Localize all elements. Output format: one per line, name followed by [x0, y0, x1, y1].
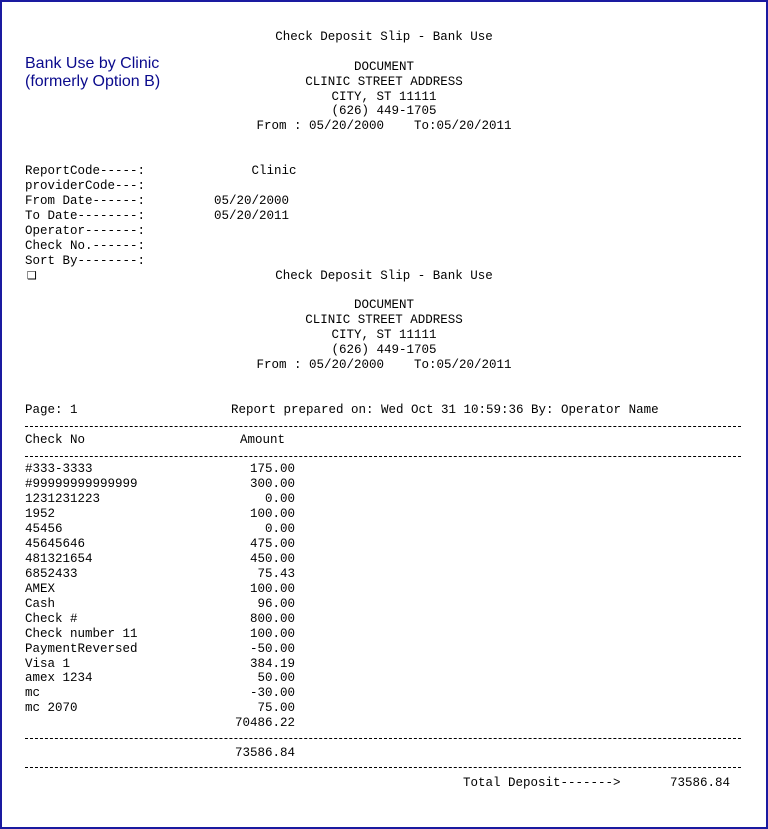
- table-row: [25, 657, 295, 672]
- param-label: Sort By--------:: [25, 254, 146, 268]
- param-label: To Date--------:: [25, 209, 146, 223]
- check-amount: 0.00: [264, 492, 295, 506]
- check-amount: 50.00: [257, 671, 295, 685]
- check-amount: 175.00: [249, 462, 295, 476]
- box-icon: ❑: [27, 269, 37, 282]
- clinic-phone: (626) 449-1705: [331, 104, 437, 118]
- check-number: 1952: [25, 507, 56, 521]
- subtotal-row: [25, 746, 295, 761]
- column-header-check-no: Check No: [25, 433, 86, 447]
- prepared-info: Report prepared on: Wed Oct 31 10:59:36 By: Operator Name: [231, 403, 659, 417]
- check-amount: 800.00: [249, 612, 295, 626]
- check-number: mc: [25, 686, 41, 700]
- table-row: [25, 462, 295, 477]
- report-title: Check Deposit Slip - Bank Use: [275, 30, 493, 44]
- param-value: 05/20/2011: [214, 209, 290, 223]
- check-number: Cash: [25, 597, 56, 611]
- table-row: [25, 552, 295, 567]
- clinic-city: CITY, ST 11111: [331, 90, 437, 104]
- table-row: [25, 477, 295, 492]
- check-amount: 450.00: [249, 552, 295, 566]
- divider: [25, 456, 741, 457]
- check-amount: 300.00: [249, 477, 295, 491]
- table-row: [25, 582, 295, 597]
- check-number: AMEX: [25, 582, 56, 596]
- check-amount: 75.00: [257, 701, 295, 715]
- clinic-name: DOCUMENT: [353, 60, 414, 74]
- check-number: Check number 11: [25, 627, 138, 641]
- subtotal-amount: 73586.84: [234, 746, 295, 760]
- param-value: 05/20/2000: [214, 194, 290, 208]
- check-number: #99999999999999: [25, 477, 138, 491]
- check-amount: -50.00: [249, 642, 295, 656]
- check-amount: 75.43: [257, 567, 295, 581]
- param-label: ReportCode-----:: [25, 164, 146, 178]
- check-amount: 96.00: [257, 597, 295, 611]
- param-label: Operator-------:: [25, 224, 146, 238]
- table-row: [25, 627, 295, 642]
- clinic-city-repeat: CITY, ST 11111: [331, 328, 437, 342]
- check-amount: 384.19: [249, 657, 295, 671]
- param-label: Check No.------:: [25, 239, 146, 253]
- check-number: 6852433: [25, 567, 78, 581]
- total-deposit-label: Total Deposit------->: [463, 776, 621, 790]
- table-row: [25, 507, 295, 522]
- check-number: PaymentReversed: [25, 642, 138, 656]
- check-number: Check #: [25, 612, 78, 626]
- check-amount: 100.00: [249, 627, 295, 641]
- date-range: From : 05/20/2000 To:05/20/2011: [256, 119, 512, 133]
- check-number: mc 2070: [25, 701, 78, 715]
- column-header-amount: Amount: [240, 433, 286, 447]
- divider: [25, 738, 741, 739]
- divider: [25, 426, 741, 427]
- param-label: From Date------:: [25, 194, 146, 208]
- date-range-repeat: From : 05/20/2000 To:05/20/2011: [256, 358, 512, 372]
- table-row: [25, 716, 295, 731]
- page-number: Page: 1: [25, 403, 78, 417]
- check-number: Visa 1: [25, 657, 71, 671]
- check-amount: -30.00: [249, 686, 295, 700]
- clinic-name-repeat: DOCUMENT: [353, 298, 414, 312]
- table-row: [25, 701, 295, 716]
- table-row: [25, 671, 295, 686]
- table-row: [25, 492, 295, 507]
- check-amount: 100.00: [249, 507, 295, 521]
- caption-line-1: Bank Use by Clinic: [25, 55, 160, 72]
- check-number: 1231231223: [25, 492, 101, 506]
- check-number: 481321654: [25, 552, 93, 566]
- param-value: Clinic: [214, 164, 297, 178]
- check-number: #333-3333: [25, 462, 93, 476]
- table-row: [25, 522, 295, 537]
- check-amount: 100.00: [249, 582, 295, 596]
- param-label: providerCode---:: [25, 179, 146, 193]
- check-number: 45456: [25, 522, 63, 536]
- total-deposit-value: 73586.84: [670, 776, 731, 790]
- table-row: [25, 612, 295, 627]
- table-row: [25, 686, 295, 701]
- table-row: [25, 567, 295, 582]
- clinic-address: CLINIC STREET ADDRESS: [305, 75, 463, 89]
- table-row: [25, 642, 295, 657]
- check-amount: 475.00: [249, 537, 295, 551]
- check-amount: 70486.22: [234, 716, 295, 730]
- check-amount: 0.00: [264, 522, 295, 536]
- caption-line-2: (formerly Option B): [25, 73, 161, 90]
- check-number: amex 1234: [25, 671, 93, 685]
- report-title-repeat: Check Deposit Slip - Bank Use: [275, 269, 493, 283]
- table-row: [25, 597, 295, 612]
- check-number: 45645646: [25, 537, 86, 551]
- clinic-address-repeat: CLINIC STREET ADDRESS: [305, 313, 463, 327]
- divider: [25, 767, 741, 768]
- clinic-phone-repeat: (626) 449-1705: [331, 343, 437, 357]
- table-row: [25, 537, 295, 552]
